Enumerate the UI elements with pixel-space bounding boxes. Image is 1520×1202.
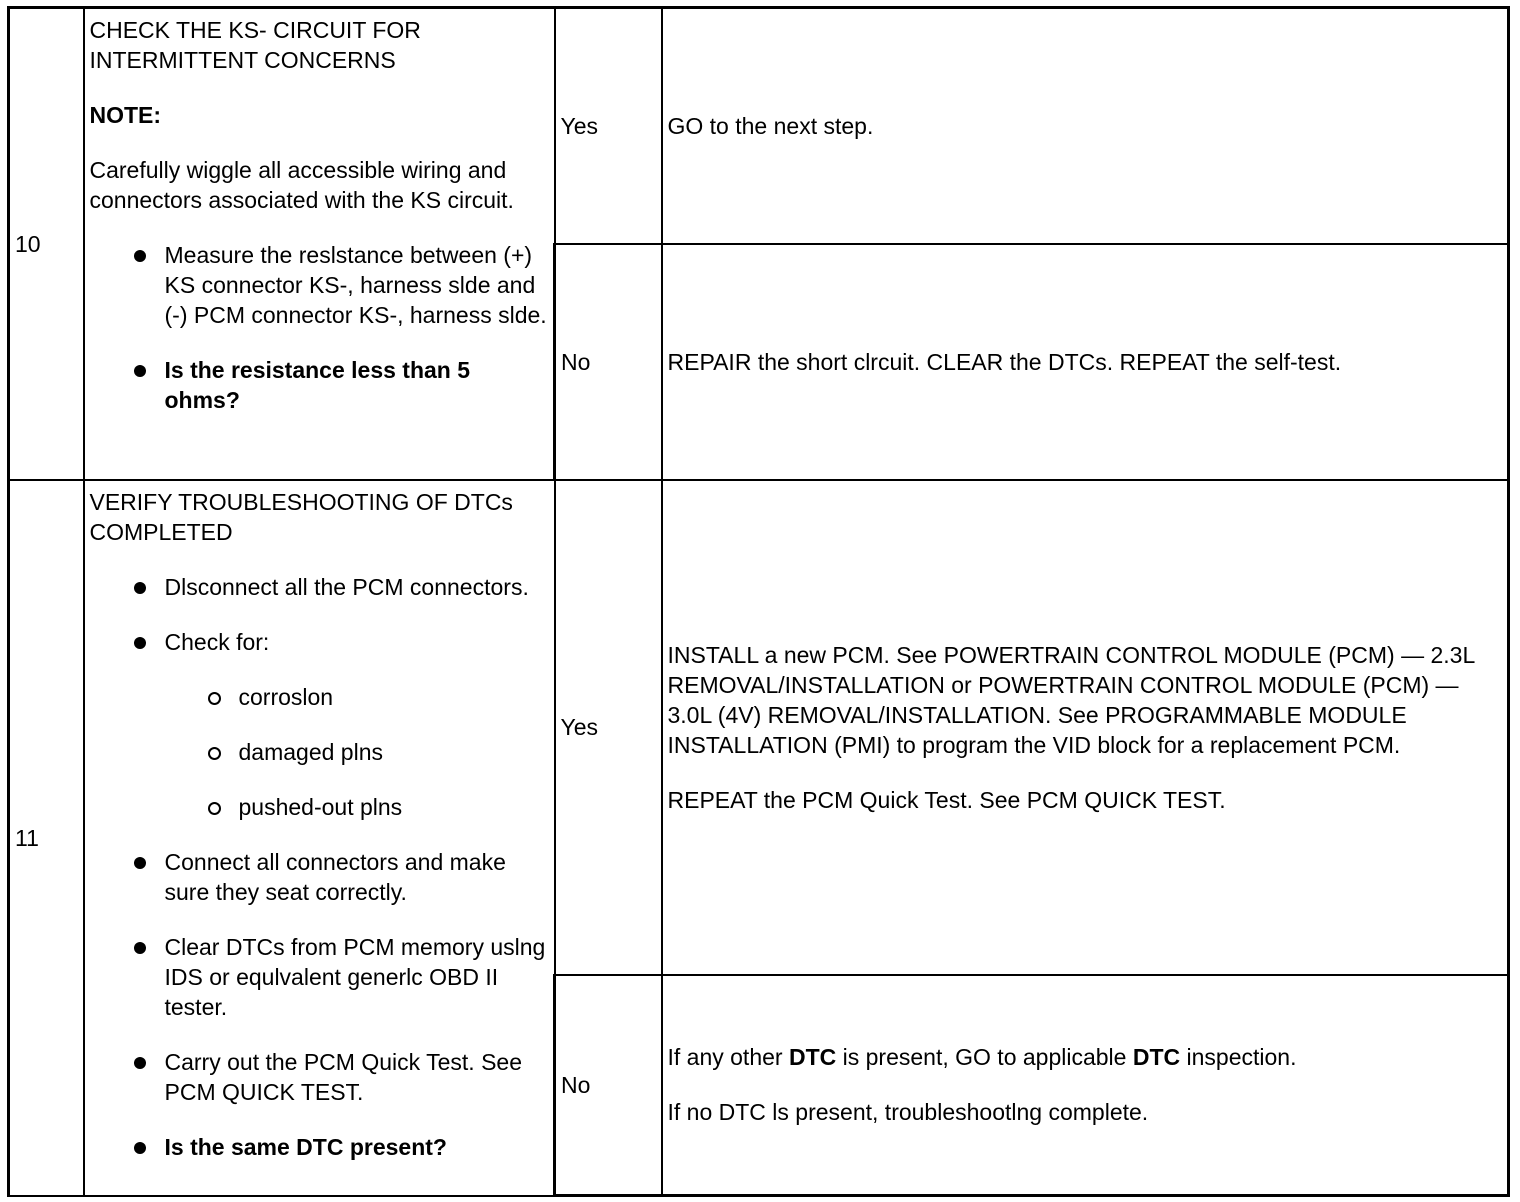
answer-no: No [555,975,662,1196]
result-text-part: If any other [667,1044,789,1071]
result-text-part: inspection. [1180,1044,1297,1071]
result-yes: GO to the next step. [662,8,1509,244]
result-text: INSTALL a new PCM. See POWERTRAIN CONTROL MODULE (PCM) — 2.3L REMOVAL/INSTALLATION or POWERTRAIN CONTROL MODULE (PCM) — 3.0L (4V) REMOVAL/INSTALLATION. See PROGRAMMABLE MODULE INSTALLATION (PMI) to program the VID block for a replacement PCM. [667,641,1475,758]
bullet-text: Check for: [164,628,270,655]
dtc-term: DTC [1132,1044,1181,1071]
sub-bullet-item: damaged plns [90,737,548,767]
step-10-yes-row [9,8,1509,244]
sub-bullet-list [165,682,548,822]
step-title: VERIFY TROUBLESHOOTING OF DTCs COMPLETED [89,488,513,545]
note-text: Carefully wiggle all accessible wiring and connectors associated with the KS circuit. [89,157,514,213]
note-label: NOTE: [89,102,162,128]
result-text-part: is present, GO to applicable [836,1044,1133,1071]
step-action-cell [84,8,555,480]
result-text: REPEAT the PCM Quick Test. See PCM QUICK TEST. [667,786,1226,813]
result-no: REPAIR the short clrcuit. CLEAR the DTCs. REPEAT the self-test. [662,244,1509,480]
bullet-question: Is the same DTC present? [90,1132,548,1162]
result-no [662,975,1509,1196]
bullet-item: Clear DTCs from PCM memory uslng IDS or equlvalent generlc OBD II tester. [90,932,548,1022]
bullet-question: Is the resistance less than 5 ohms? [90,355,548,415]
step-11-yes-row [9,480,1509,975]
result-yes [662,480,1509,975]
step-action-cell [84,480,555,1196]
bullet-item: Dlsconnect all the PCM connectors. [90,572,548,602]
bullet-list [90,240,548,415]
answer-yes: Yes [555,8,662,244]
dtc-term: DTC [788,1044,837,1071]
result-text [668,1042,1502,1072]
sub-bullet-item: corroslon [90,682,548,712]
answer-yes: Yes [555,480,662,975]
bullet-item: Carry out the PCM Quick Test. See PCM QUICK TEST. [90,1047,548,1107]
step-number: 10 [9,8,84,480]
sub-bullet-item: pushed-out plns [90,792,548,822]
bullet-item: Measure the reslstance between (+) KS connector KS-, harness slde and (-) PCM connector KS-, harness slde. [90,240,548,330]
bullet-item [90,627,548,822]
step-number: 11 [9,480,84,1196]
bullet-item: Connect all connectors and make sure they seat correctly. [90,847,548,907]
diagnostic-table [7,6,1510,1197]
answer-no: No [555,244,662,480]
step-title: CHECK THE KS- CIRCUIT FOR INTERMITTENT CONCERNS [89,17,421,73]
bullet-list [90,572,548,1162]
result-text: If no DTC ls present, troubleshootlng complete. [667,1099,1149,1126]
